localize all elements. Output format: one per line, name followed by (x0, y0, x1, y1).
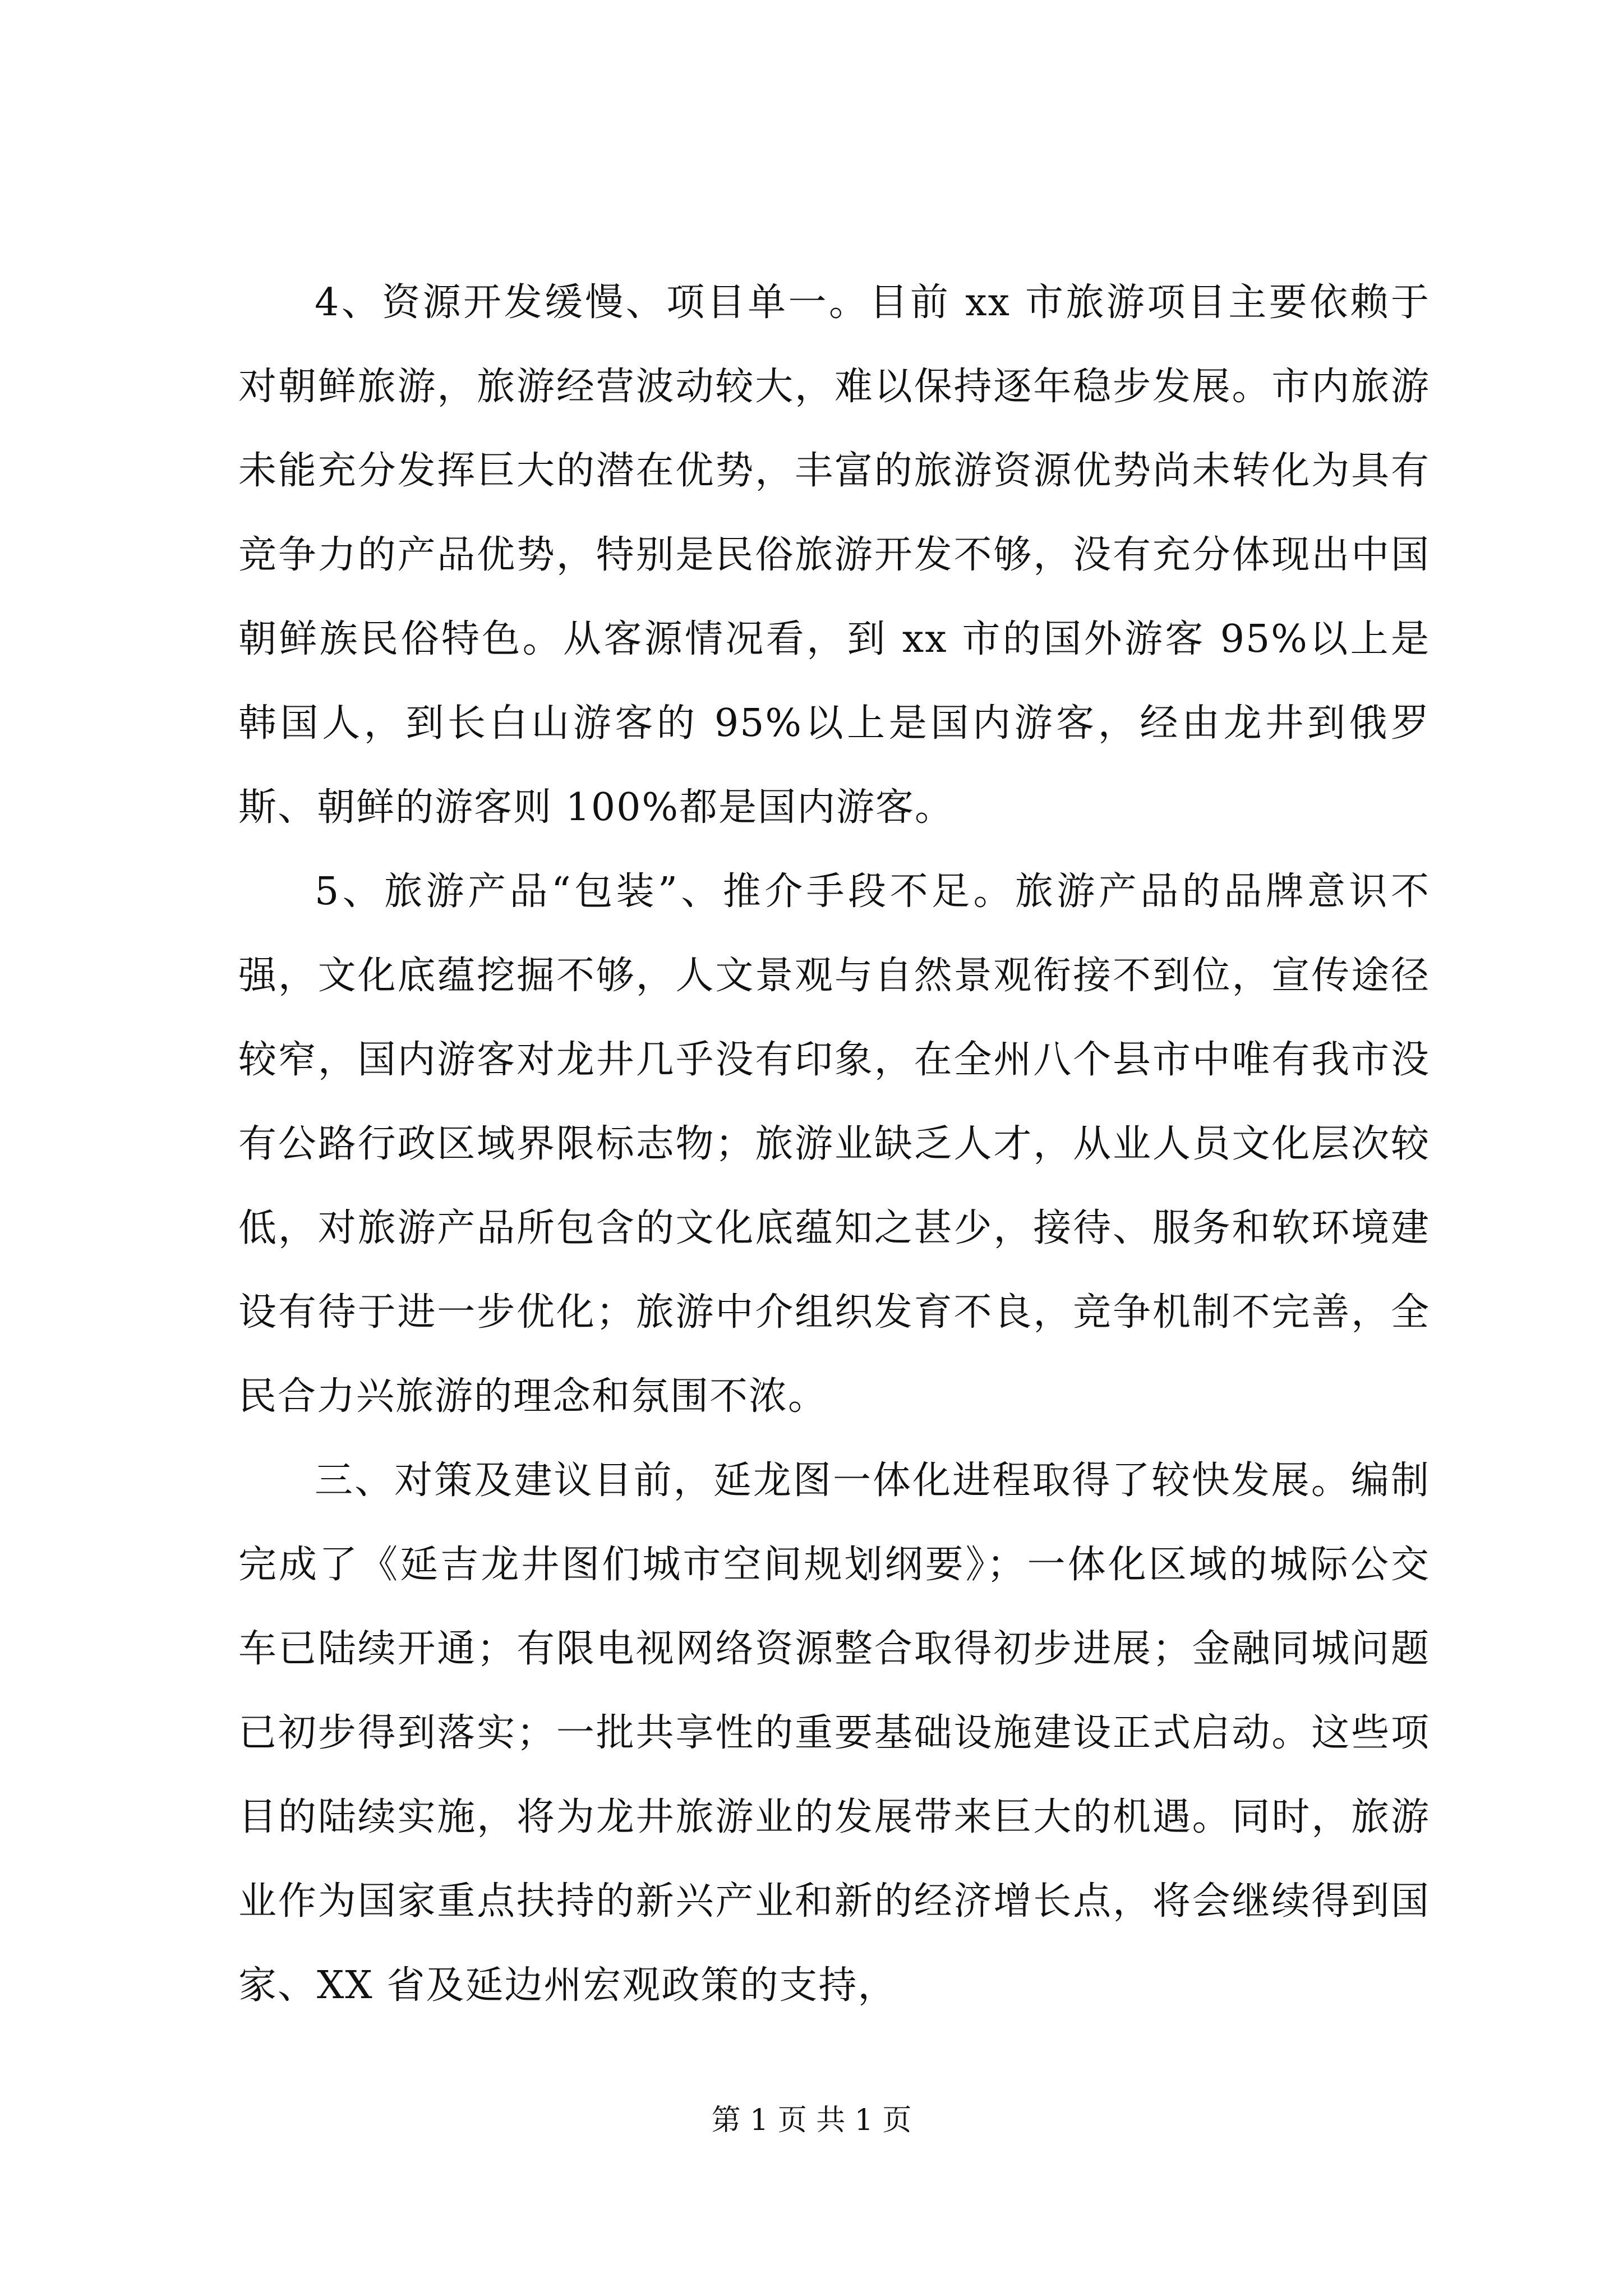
paragraph-product-promotion: 5、旅游产品“包装”、推介手段不足。旅游产品的品牌意识不强，文化底蕴挖掘不够，人文景观与自然景观衔接不到位，宣传途径较窄，国内游客对龙井几乎没有印象，在全州八个县市中唯有我市没有公路行政区域界限标志物；旅游业缺乏人才，从业人员文化层次较低，对旅游产品所包含的文化底蕴知之甚少，接待、服务和软环境建设有待于进一步优化；旅游中介组织发育不良，竞争机制不完善，全民合力兴旅游的理念和氛围不浓。 (238, 869, 1430, 1419)
document-body (238, 261, 1430, 2028)
page-footer: 第 1 页 共 1 页 (711, 2104, 912, 2137)
paragraph-resource-development: 4、资源开发缓慢、项目单一。目前 xx 市旅游项目主要依赖于对朝鲜旅游，旅游经营波动较大，难以保持逐年稳步发展。市内旅游未能充分发挥巨大的潜在优势，丰富的旅游资源优势尚未转化为具有竞争力的产品优势，特别是民俗旅游开发不够，没有充分体现出中国朝鲜族民俗特色。从客源情况看，到 xx 市的国外游客 95%以上是韩国人，到长白山游客的 95%以上是国内游客，经由龙井到俄罗斯、朝鲜的游客则 100%都是国内游客。 (238, 280, 1430, 830)
paragraph-countermeasures: 三、对策及建议目前，延龙图一体化进程取得了较快发展。编制完成了《延吉龙井图们城市空间规划纲要》；一体化区域的城际公交车已陆续开通；有限电视网络资源整合取得初步进展；金融同城问题已初步得到落实；一批共享性的重要基础设施建设正式启动。这些项目的陆续实施，将为龙井旅游业的发展带来巨大的机遇。同时，旅游业作为国家重点扶持的新兴产业和新的经济增长点，将会继续得到国家、XX 省及延边州宏观政策的支持， (238, 1458, 1430, 2008)
